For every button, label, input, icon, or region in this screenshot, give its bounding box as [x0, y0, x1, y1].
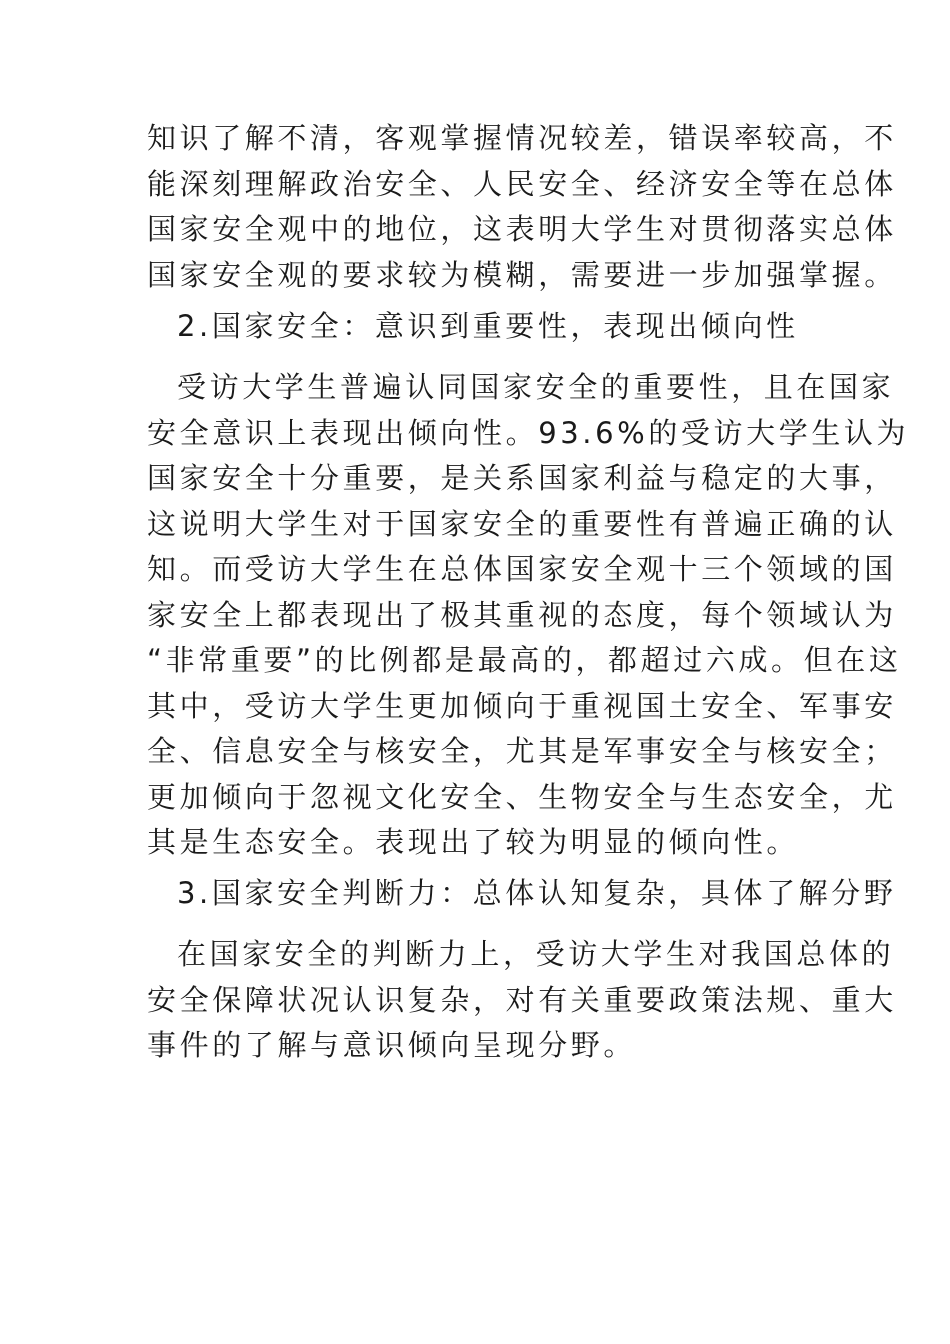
paragraph-2-line-8: 其中，受访大学生更加倾向于重视国土安全、军事安: [147, 689, 897, 723]
section-heading-3: 3.国家安全判断力：总体认知复杂，具体了解分野: [177, 876, 897, 910]
section-heading-2: 2.国家安全：意识到重要性，表现出倾向性: [177, 309, 799, 343]
paragraph-1-line-1: 知识了解不清，客观掌握情况较差，错误率较高，不: [147, 121, 897, 155]
paragraph-3-line-2: 安全保障状况认识复杂，对有关重要政策法规、重大: [147, 983, 897, 1017]
paragraph-3-line-1: 在国家安全的判断力上，受访大学生对我国总体的: [177, 937, 895, 971]
paragraph-2-line-5: 知。而受访大学生在总体国家安全观十三个领域的国: [147, 552, 897, 586]
paragraph-2-line-11: 其是生态安全。表现出了较为明显的倾向性。: [147, 825, 800, 859]
paragraph-2-line-7: “非常重要”的比例都是最高的，都超过六成。但在这: [147, 643, 902, 677]
paragraph-2-line-1: 受访大学生普遍认同国家安全的重要性，且在国家: [177, 370, 895, 404]
paragraph-3-line-3: 事件的了解与意识倾向呈现分野。: [147, 1028, 637, 1062]
paragraph-1-line-4: 国家安全观的要求较为模糊，需要进一步加强掌握。: [147, 258, 897, 292]
paragraph-2-line-3: 国家安全十分重要，是关系国家利益与稳定的大事，: [147, 461, 897, 495]
paragraph-2-line-2: 安全意识上表现出倾向性。93.6%的受访大学生认为: [147, 416, 910, 450]
paragraph-2-line-10: 更加倾向于忽视文化安全、生物安全与生态安全，尤: [147, 780, 897, 814]
paragraph-2-line-9: 全、信息安全与核安全，尤其是军事安全与核安全；: [147, 734, 897, 768]
paragraph-1-line-3: 国家安全观中的地位，这表明大学生对贯彻落实总体: [147, 212, 897, 246]
paragraph-1-line-2: 能深刻理解政治安全、人民安全、经济安全等在总体: [147, 167, 897, 201]
paragraph-2-line-4: 这说明大学生对于国家安全的重要性有普遍正确的认: [147, 507, 897, 541]
paragraph-2-line-6: 家安全上都表现出了极其重视的态度，每个领域认为: [147, 598, 897, 632]
